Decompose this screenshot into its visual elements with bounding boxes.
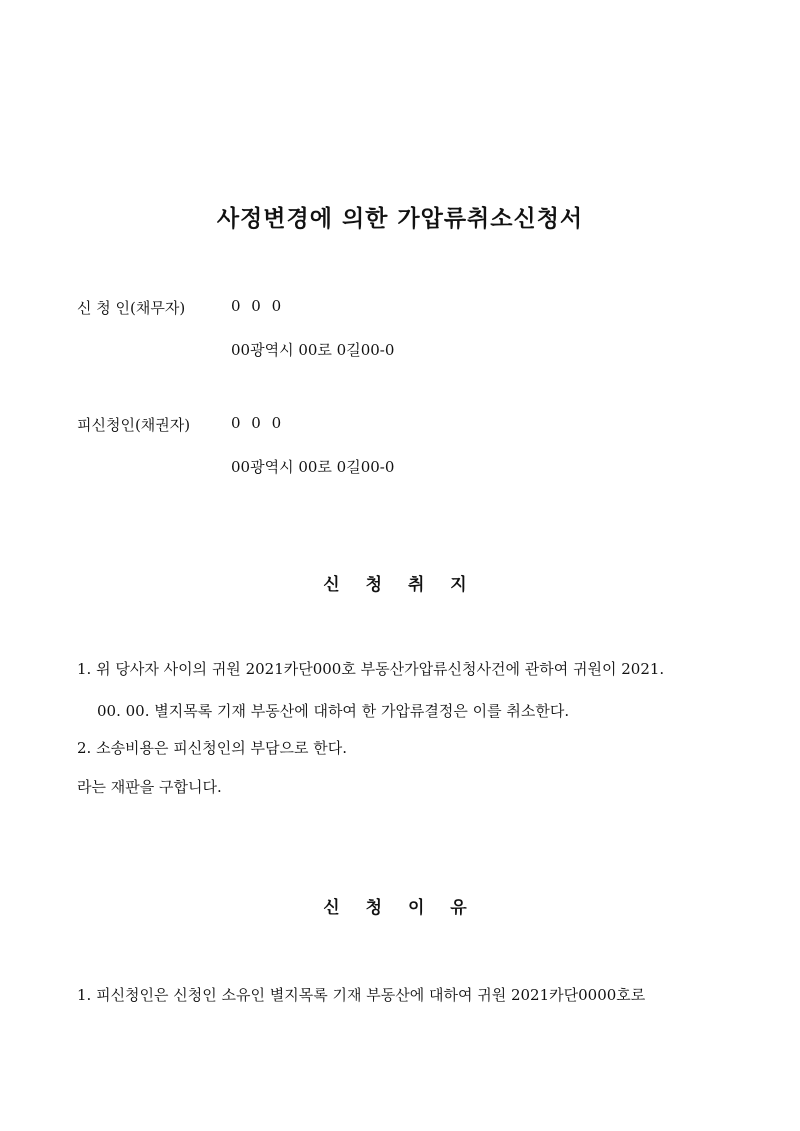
reason-heading: 신 청 이 유: [323, 898, 477, 918]
applicant-name: 0 0 0: [231, 297, 285, 315]
purpose-line: 2. 소송비용은 피신청인의 부담으로 한다.: [77, 739, 347, 757]
respondent-name: 0 0 0: [231, 414, 285, 432]
purpose-heading: 신 청 취 지: [323, 575, 477, 595]
document-title: 사정변경에 의한 가압류취소신청서: [216, 205, 584, 232]
reason-line: 1. 피신청인은 신청인 소유인 별지목록 기재 부동산에 대하여 귀원 2021카단0000호로: [77, 986, 646, 1004]
applicant-address: 00광역시 00로 0길00-0: [231, 341, 395, 359]
applicant-label: 신 청 인(채무자): [77, 299, 186, 317]
purpose-line: 00. 00. 별지목록 기재 부동산에 대하여 한 가압류결정은 이를 취소한다.: [97, 702, 570, 720]
purpose-line: 라는 재판을 구합니다.: [77, 778, 222, 796]
respondent-address: 00광역시 00로 0길00-0: [231, 458, 395, 476]
purpose-line: 1. 위 당사자 사이의 귀원 2021카단000호 부동산가압류신청사건에 관하여 귀원이 2021.: [77, 660, 665, 678]
respondent-label: 피신청인(채권자): [77, 416, 191, 434]
